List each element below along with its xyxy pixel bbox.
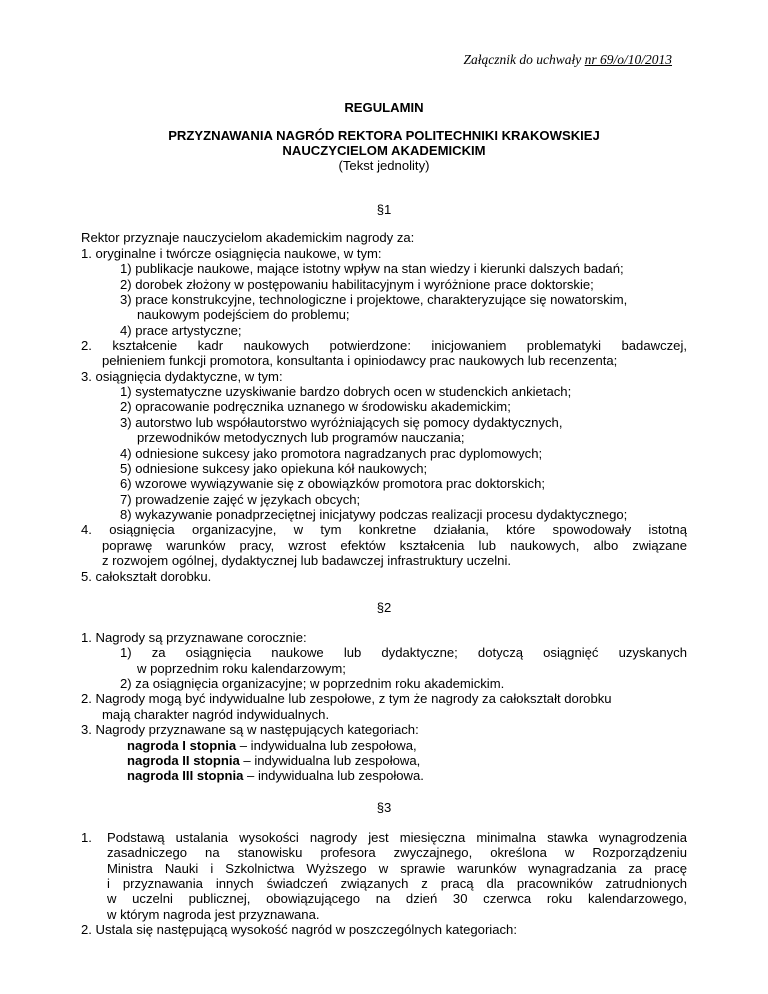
document-subtitle-line2: NAUCZYCIELOM AKADEMICKIM xyxy=(282,143,486,158)
s2-item-1-1-cont: w poprzednim roku kalendarzowym; xyxy=(137,661,346,676)
s2-item-1: 1. Nagrody są przyznawane corocznie: xyxy=(81,630,307,645)
s2-item-3: 3. Nagrody przyznawane są w następujących kategoriach: xyxy=(81,722,419,737)
s1-item-5: 5. całokształt dorobku. xyxy=(81,569,212,584)
award-category-1-desc: – indywidualna lub zespołowa, xyxy=(236,738,417,753)
s1-item-3-8: 8) wykazywanie ponadprzeciętnej inicjatywy podczas realizacji procesu dydaktycznego; xyxy=(120,507,628,522)
s3-item-1-number: 1. xyxy=(81,830,92,845)
s1-item-1-2: 2) dorobek złożony w postępowaniu habilitacyjnym i wyróżnione prace doktorskie; xyxy=(120,277,594,292)
award-category-3-name: nagroda III stopnia xyxy=(127,768,244,783)
s3-item-1-line6: w którym nagroda jest przyznawana. xyxy=(107,907,320,922)
s1-item-1-1: 1) publikacje naukowe, mające istotny wpływ na stan wiedzy i kierunki dalszych badań; xyxy=(120,261,624,276)
section-1-intro: Rektor przyznaje nauczycielom akademickim nagrody za: xyxy=(81,230,415,245)
s3-item-2: 2. Ustala się następującą wysokość nagród w poszczególnych kategoriach: xyxy=(81,922,517,937)
s3-item-1-line5: w uczelni publicznej, obowiązującego na dzień 30 czerwca roku kalendarzowego, xyxy=(107,891,687,906)
award-category-3 xyxy=(127,768,424,783)
section-1-heading: §1 xyxy=(376,202,392,217)
s1-item-4: 4. osiągnięcia organizacyjne, w tym konkretne działania, które spowodowały istotną xyxy=(81,522,687,537)
s3-item-1-line3: Ministra Nauki i Szkolnictwa Wyższego w sprawie warunków wynagradzania za pracę xyxy=(107,861,687,876)
s1-item-4-cont1: poprawę warunków pracy, wzrost efektów kształcenia lub naukowych, albo związane xyxy=(102,538,687,553)
s2-item-2-cont: mają charakter nagród indywidualnych. xyxy=(102,707,330,722)
s1-item-3-1: 1) systematyczne uzyskiwanie bardzo dobrych ocen w studenckich ankietach; xyxy=(120,384,572,399)
award-category-1 xyxy=(127,738,417,753)
s1-item-1-3-cont: naukowym podejściem do problemu; xyxy=(137,307,350,322)
annex-reference xyxy=(463,52,672,67)
s1-item-1: 1. oryginalne i twórcze osiągnięcia naukowe, w tym: xyxy=(81,246,382,261)
s1-item-3: 3. osiągnięcia dydaktyczne, w tym: xyxy=(81,369,283,384)
s2-item-1-1: 1) za osiągnięcia naukowe lub dydaktyczne; dotyczą osiągnięć uzyskanych xyxy=(120,645,687,660)
award-category-2-desc: – indywidualna lub zespołowa, xyxy=(239,753,421,768)
s1-item-3-3-cont: przewodników metodycznych lub programów nauczania; xyxy=(137,430,465,445)
document-subtitle-line1: PRZYZNAWANIA NAGRÓD REKTORA POLITECHNIKI KRAKOWSKIEJ xyxy=(168,128,600,143)
s1-item-1-4: 4) prace artystyczne; xyxy=(120,323,242,338)
award-category-3-desc: – indywidualna lub zespołowa. xyxy=(243,768,424,783)
s1-item-3-7: 7) prowadzenie zajęć w językach obcych; xyxy=(120,492,361,507)
award-category-2 xyxy=(127,753,420,768)
s1-item-3-5: 5) odniesione sukcesy jako opiekuna kół naukowych; xyxy=(120,461,428,476)
section-2-heading: §2 xyxy=(376,600,392,615)
document-title: REGULAMIN xyxy=(344,100,424,115)
s3-item-1-line4: i przyznawania innych świadczeń związanych z pracą dla pracowników zatrudnionych xyxy=(107,876,687,891)
s1-item-2-cont: pełnieniem funkcji promotora, konsultanta i opiniodawcy prac naukowych lub recenzenta; xyxy=(102,353,618,368)
section-3-heading: §3 xyxy=(376,800,392,815)
s1-item-2: 2. kształcenie kadr naukowych potwierdzone: inicjowaniem problematyki badawczej, xyxy=(81,338,687,353)
s1-item-3-6: 6) wzorowe wywiązywanie się z obowiązków promotora prac doktorskich; xyxy=(120,476,545,491)
annex-prefix: Załącznik do uchwały xyxy=(463,52,585,67)
s3-item-1-line2: zasadniczego na stanowisku profesora zwyczajnego, określona w Rozporządzeniu xyxy=(107,845,687,860)
s3-item-1-line1: Podstawą ustalania wysokości nagrody jest miesięczna minimalna stawka wynagrodzenia xyxy=(107,830,687,845)
s1-item-3-4: 4) odniesione sukcesy jako promotora nagradzanych prac dyplomowych; xyxy=(120,446,543,461)
award-category-1-name: nagroda I stopnia xyxy=(127,738,237,753)
consolidated-text-note: (Tekst jednolity) xyxy=(338,158,430,173)
s1-item-3-3: 3) autorstwo lub współautorstwo wyróżniających się pomocy dydaktycznych, xyxy=(120,415,563,430)
s1-item-3-2: 2) opracowanie podręcznika uznanego w środowisku akademickim; xyxy=(120,399,511,414)
s1-item-4-cont2: z rozwojem ogólnej, dydaktycznej lub badawczej infrastruktury uczelni. xyxy=(102,553,512,568)
s2-item-2: 2. Nagrody mogą być indywidualne lub zespołowe, z tym że nagrody za całokształt dorobku xyxy=(81,691,612,706)
s2-item-1-2: 2) za osiągnięcia organizacyjne; w poprzednim roku akademickim. xyxy=(120,676,505,691)
s1-item-1-3: 3) prace konstrukcyjne, technologiczne i projektowe, charakteryzujące się nowatorskim, xyxy=(120,292,628,307)
award-category-2-name: nagroda II stopnia xyxy=(127,753,240,768)
annex-number: nr 69/o/10/2013 xyxy=(584,52,672,67)
